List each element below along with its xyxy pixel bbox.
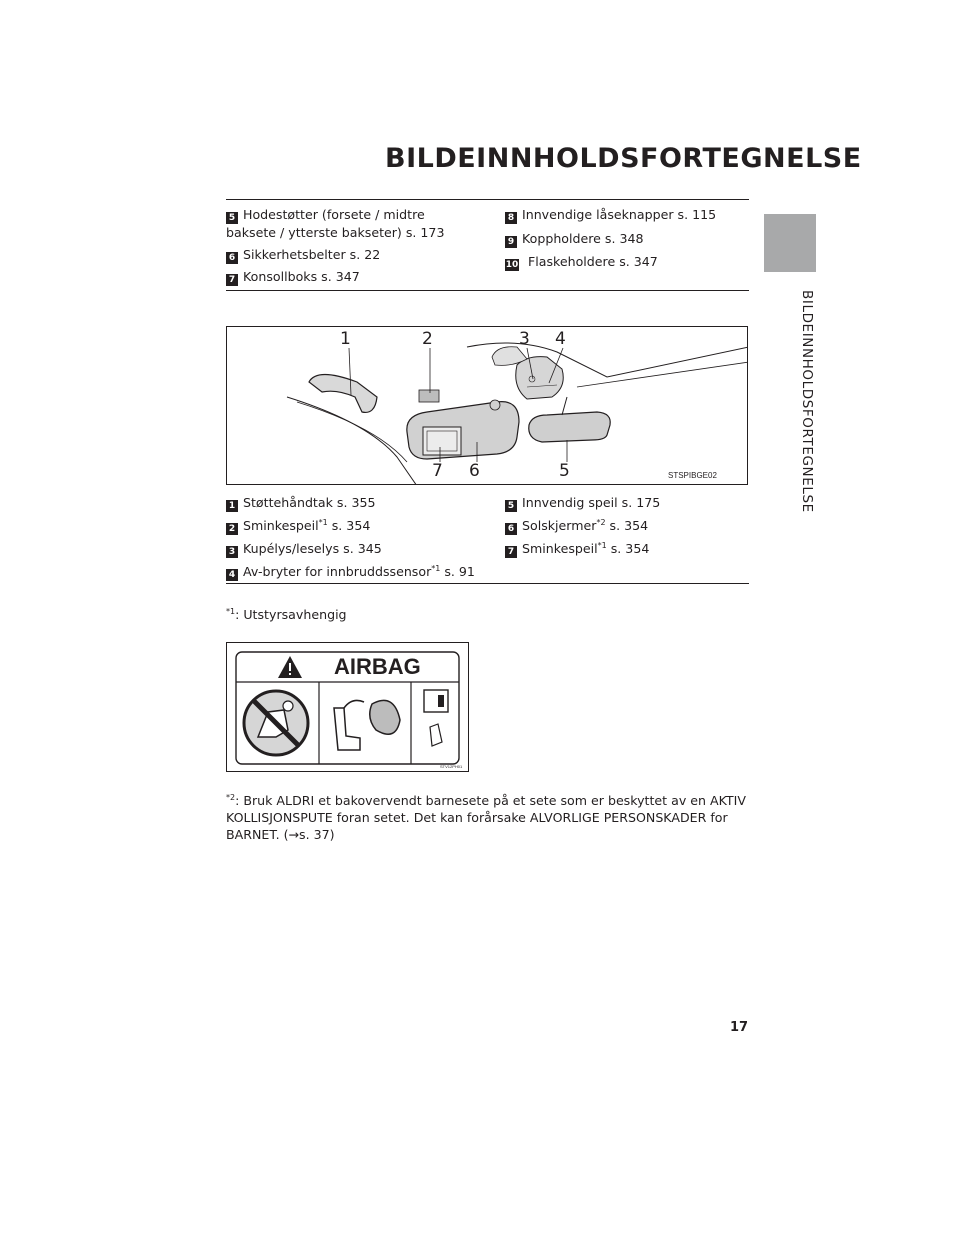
item-number: 4	[226, 569, 238, 581]
item-text: Solskjermer	[522, 518, 597, 533]
footnote-marker: *1	[226, 607, 236, 616]
list-item-continuation: baksete / ytterste bakseter) s. 173	[226, 225, 445, 240]
airbag-warning-label	[226, 642, 469, 772]
item-number: 5	[226, 212, 238, 224]
list-item	[226, 268, 360, 286]
item-number: 10	[505, 260, 519, 270]
airbag-title: AIRBAG	[334, 654, 421, 679]
chapter-tab	[764, 214, 816, 272]
ceiling-drawing	[227, 327, 748, 485]
footnote-ref: *1	[318, 518, 328, 527]
item-text: Sikkerhetsbelter s. 22	[243, 247, 381, 262]
callout-1: 1	[340, 329, 351, 349]
footnote-2	[226, 792, 746, 843]
list-item	[226, 494, 376, 512]
item-text: Flaskeholdere s. 347	[524, 254, 658, 269]
item-text: Innvendige låseknapper s. 115	[522, 207, 717, 222]
callout-6: 6	[469, 461, 480, 481]
footnote-line: BARNET. (→s. 37)	[226, 827, 335, 842]
item-page: s. 91	[440, 564, 475, 579]
item-number: 2	[226, 523, 238, 535]
footnote-ref: *1	[431, 564, 441, 573]
callout-5: 5	[559, 461, 570, 481]
chapter-tab-label: BILDEINNHOLDSFORTEGNELSE	[799, 290, 815, 513]
list-item	[226, 246, 380, 264]
item-number: 9	[505, 236, 517, 248]
item-page: s. 354	[605, 518, 649, 533]
section-divider	[226, 290, 749, 291]
footnote-1	[226, 606, 347, 623]
list-item	[505, 517, 648, 535]
item-number: 5	[505, 500, 517, 512]
footnote-text: : Utstyrsavhengig	[235, 607, 347, 622]
footnote-line: KOLLISJONSPUTE foran setet. Det kan forårsake ALVORLIGE PERSONSKADER for	[226, 810, 728, 825]
item-text: Hodestøtter (forsete / midtre	[243, 207, 425, 222]
item-text: Innvendig speil s. 175	[522, 495, 661, 510]
item-text: Av-bryter for innbruddssensor	[243, 564, 432, 579]
item-text: Sminkespeil	[522, 541, 598, 556]
callout-2: 2	[422, 329, 433, 349]
item-number: 1	[226, 500, 238, 512]
item-number: 6	[505, 523, 517, 535]
item-text: Konsollboks s. 347	[243, 269, 360, 284]
item-number: 7	[505, 546, 517, 558]
item-number: 3	[226, 546, 238, 558]
item-number: 7	[226, 274, 238, 286]
list-item	[505, 540, 649, 558]
section-divider	[226, 583, 749, 584]
item-page: s. 354	[327, 518, 371, 533]
callout-7: 7	[432, 461, 443, 481]
interior-ceiling-illustration	[226, 326, 748, 485]
callout-3: 3	[519, 329, 530, 349]
list-item	[505, 253, 658, 271]
item-text: Støttehåndtak s. 355	[243, 495, 376, 510]
figure-code: STSPIBGE02	[668, 471, 717, 480]
item-text: Kupélys/leselys s. 345	[243, 541, 382, 556]
item-text: Koppholdere s. 348	[522, 231, 644, 246]
item-text: Sminkespeil	[243, 518, 319, 533]
item-number: 8	[505, 212, 517, 224]
list-item	[505, 230, 644, 248]
list-item	[505, 206, 716, 224]
callout-4: 4	[555, 329, 566, 349]
header-divider	[226, 199, 749, 200]
footnote-ref: *1	[597, 541, 607, 550]
item-page: s. 354	[606, 541, 650, 556]
footnote-line: : Bruk ALDRI et bakovervendt barnesete på et sete som er beskyttet av en AKTIV	[235, 793, 746, 808]
footnote-ref: *2	[596, 518, 606, 527]
list-item	[505, 494, 660, 512]
svg-text:STV12PH01: STV12PH01	[440, 764, 463, 769]
page-number: 17	[730, 1020, 749, 1035]
list-item	[226, 206, 425, 224]
list-item	[226, 517, 370, 535]
list-item	[226, 563, 475, 581]
footnote-marker: *2	[226, 793, 236, 802]
page-title: BILDEINNHOLDSFORTEGNELSE	[385, 143, 862, 174]
list-item	[226, 540, 382, 558]
item-number: 6	[226, 252, 238, 264]
